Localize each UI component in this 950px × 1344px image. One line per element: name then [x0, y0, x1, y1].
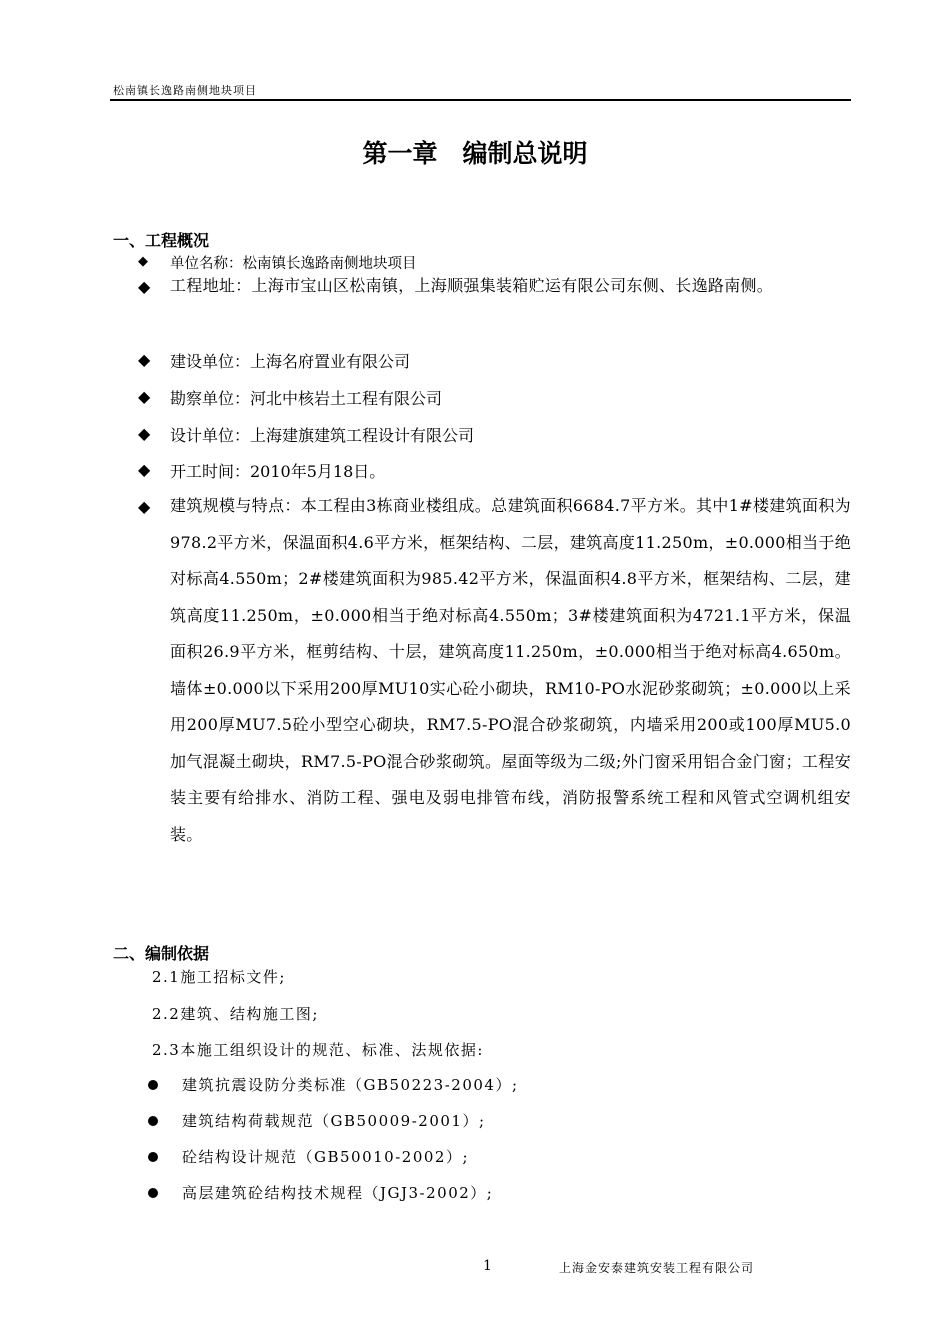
running-header: 松南镇长逸路南侧地块项目 — [113, 84, 257, 97]
list-item-address: 工程地址：上海市宝山区松南镇，上海顺强集装箱贮运有限公司东侧、长逸路南侧。 — [170, 276, 774, 295]
diamond-bullet-icon: ◆ — [138, 277, 151, 296]
standard-item: 建筑抗震设防分类标准（GB50223-2004）; — [182, 1076, 519, 1094]
section-heading-basis: 二、编制依据 — [113, 944, 210, 963]
round-bullet-icon — [148, 1116, 158, 1126]
round-bullet-icon — [148, 1152, 158, 1162]
basis-item: 2.2建筑、结构施工图; — [152, 1005, 319, 1023]
standard-item: 砼结构设计规范（GB50010-2002）; — [182, 1148, 470, 1166]
basis-item: 2.1施工招标文件; — [152, 968, 286, 986]
diamond-bullet-icon: ◆ — [138, 497, 151, 516]
list-item-unit-name: 单位名称：松南镇长逸路南侧地块项目 — [170, 256, 417, 272]
list-item-start-date: 开工时间：2010年5月18日。 — [170, 462, 386, 481]
basis-item: 2.3本施工组织设计的规范、标准、法规依据: — [152, 1041, 484, 1059]
header-rule — [110, 99, 851, 101]
footer-company: 上海金安泰建筑安装工程有限公司 — [559, 1261, 755, 1275]
diamond-bullet-icon: ◆ — [138, 424, 151, 443]
round-bullet-icon — [148, 1080, 158, 1090]
chapter-title: 第一章 编制总说明 — [362, 139, 588, 168]
diamond-bullet-icon: ◆ — [138, 387, 151, 406]
standard-item: 高层建筑砼结构技术规程（JGJ3-2002）; — [182, 1184, 494, 1202]
diamond-bullet-icon: ◆ — [138, 350, 151, 369]
list-item-survey: 勘察单位：河北中核岩土工程有限公司 — [170, 389, 443, 408]
page-number: 1 — [483, 1258, 492, 1274]
diamond-bullet-icon: ◆ — [138, 460, 151, 479]
standard-item: 建筑结构荷载规范（GB50009-2001）; — [182, 1112, 486, 1130]
round-bullet-icon — [148, 1188, 158, 1198]
list-item-design: 设计单位：上海建旗建筑工程设计有限公司 — [170, 426, 475, 445]
diamond-bullet-icon: ◆ — [138, 254, 148, 269]
list-item-builder: 建设单位：上海名府置业有限公司 — [170, 352, 411, 371]
section-heading-overview: 一、工程概况 — [113, 231, 210, 250]
list-item-scale: 建筑规模与特点：本工程由3栋商业楼组成。总建筑面积6684.7平方米。其中1#楼建筑面积为978.2平方米，保温面积4.6平方米，框架结构、二层，建筑高度11.250m，±0.000相当于绝对标高4.550m；2#楼建筑面积为985.42平方米，保温面积4.8平方米，框架结构、二层，建筑高度11.250m，±0.000相当于绝对标高4.550m；3#楼建筑面积为4721.1平方米，保温面积26.9平方米，框剪结构、十层，建筑高度11.250m，±0.000相当于绝对标高4.650m。墙体±0.000以下采用200厚MU10实心砼小砌块，RM10-PO水泥砂浆砌筑；±0.000以上采用200厚MU7.5砼小型空心砌块，RM7.5-PO混合砂浆砌筑，内墙采用200或100厚MU5.0加气混凝土砌块，RM7.5-PO混合砂浆砌筑。屋面等级为二级;外门窗采用铝合金门窗；工程安装主要有给排水、消防工程、强电及弱电排管布线，消防报警系统工程和风管式空调机组安装。 — [170, 496, 851, 844]
